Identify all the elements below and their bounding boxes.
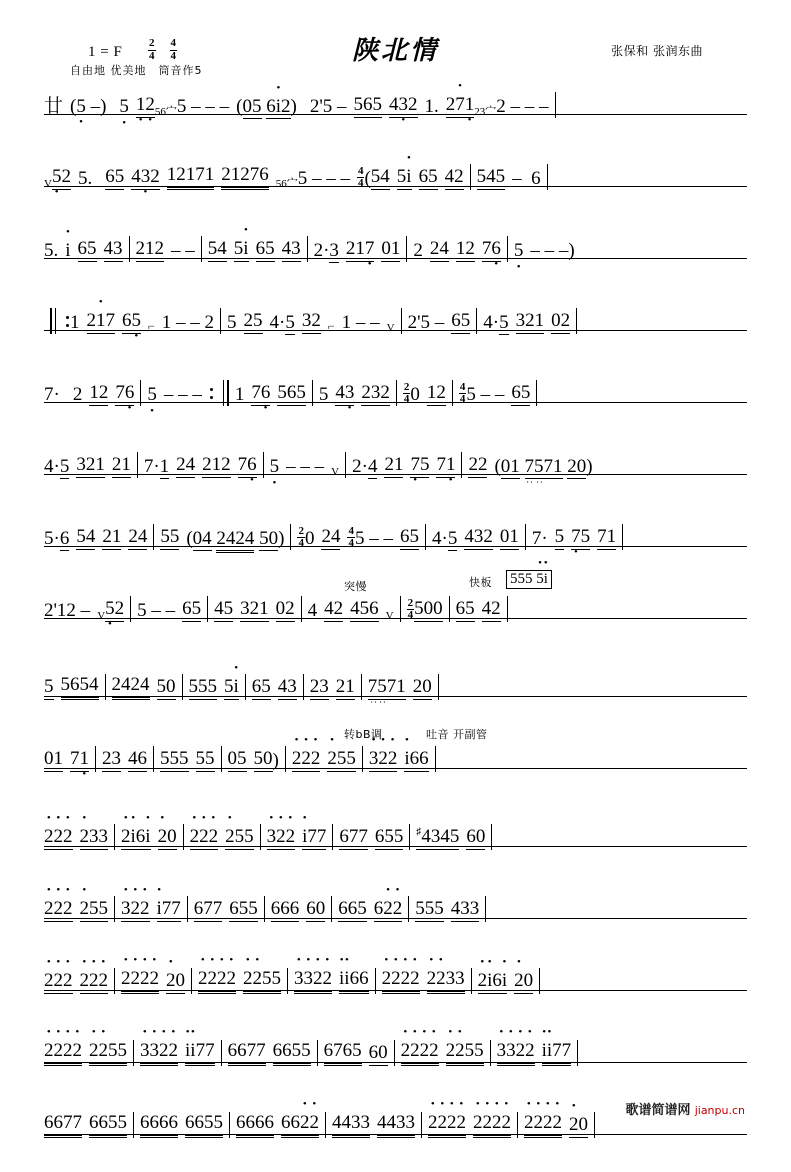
note-sequence-10: 01 71 • 23 46 555 55 05 50 ) • 2• 2• 2 • 255 • 3• 2• 2 • i66 xyxy=(44,738,747,772)
mark-sudden-slow: 突慢 xyxy=(344,580,367,593)
note-sequence-12: • 2• 2• 2 • 255 • 3• 2• 2 • i77 677 655 666 60 665 6• 2• 2 555 433 xyxy=(44,888,747,922)
repeat-end-barline xyxy=(220,380,229,406)
repeat-start-barline xyxy=(50,308,59,334)
staff-line-1 xyxy=(44,80,747,152)
note-sequence-5: 7· 2 12 76 • 5 • – – – 1 76 • 565 5 43 • 232 $\frac{2}{4}$ 0 12 $\frac{4}{4}$ 5 – – 65 xyxy=(44,372,747,406)
note-sequence-14: • 2• 2• 2• 2 • 2• 255 • 3• 3• 2• 2 • i• i77 6677 6655 6765 60 • 2• 2• 2• 2 • 2• 255 • 3• 3• 2• 2 • i• i77 xyxy=(44,1032,747,1066)
meter-4-4: $\frac{4}{4}$ xyxy=(170,37,176,62)
staff-line-6 xyxy=(44,440,747,512)
note-sequence-2: V 5 •2 5. 65 43 •2 12171 21276 56 宀 5 – – – $\frac{4}{4}$ ( 54 5• i 65 42 545 – 6 xyxy=(44,156,747,190)
mark-fast-section: 快板 xyxy=(469,576,492,589)
note-sequence-4: 1 2• 17 65 • ⌐ 1 – – 2 5 25 4·5 32 ⌐ 1 – – V 2'5 – 65 4·5 321 02 xyxy=(44,300,747,334)
staff-line-13 xyxy=(44,956,747,1028)
staff-line-8 xyxy=(44,571,747,662)
staff-line-4 xyxy=(44,296,747,368)
composer-credit: 张保和 张润东曲 xyxy=(611,44,703,58)
note-sequence-9: 5 5654 2424 50 555 5• i 65 43 23 21 7 :5 :71 20 xyxy=(44,666,747,700)
note-sequence-6: 4·5 321 21 7·1 24 212 76 • 5 • – – – V 2·4 21 7 •5 71 • 22 (01 7 :5 :71 20) xyxy=(44,444,747,478)
note-sequence-1: 廿 (5 • –) 5 • 1 •2 • 56 宀 5 – – – (05 6• i2) 2'5 – 565 43 •2 1. 2• 71 • 23 宀 2 – – – xyxy=(44,84,747,118)
staff-line-5 xyxy=(44,368,747,440)
page-title: 陕北情 xyxy=(351,36,439,66)
note-sequence-3: 5. • i 65 43 212 – – 54 5• i 65 43 2·3 217 • 01 2 24 12 76 • 5 • – – –) xyxy=(44,228,747,262)
note-sequence-15: 6677 6655 6666 6655 6666 66• 2• 2 4433 4433 • 2• 2• 2• 2 • 2• 2• 2• 2 • 2• 2• 2• 2 • 20 xyxy=(44,1104,747,1138)
staff-line-14 xyxy=(44,1028,747,1100)
note-sequence-7: 5·6 54 21 24 55 (04 2424 50) $\frac{2}{4}$ 0 24 $\frac{4}{4}$ 5 – – 65 4·5 432 01 7· 5 7 •5 71 xyxy=(44,516,747,550)
boxed-phrase: 555 • 5• i xyxy=(506,570,552,589)
staff-line-10 xyxy=(44,728,747,812)
key-signature: 1 = F xyxy=(88,44,123,60)
staff-rows xyxy=(0,80,791,1172)
note-sequence-8: 2'12 – V 5 •2 5 – – 65 45 321 02 4 42 456 V $\frac{2}{4}$ 500 65 42 xyxy=(44,588,747,622)
meter-2-4: $\frac{2}{4}$ xyxy=(149,37,155,62)
staff-line-3 xyxy=(44,224,747,296)
staff-line-11 xyxy=(44,812,747,884)
staff-line-7 xyxy=(44,512,747,584)
note-sequence-13: • 2• 2• 2 • 2• 2• 2 • 2• 2• 2• 2 • 20 • 2• 2• 2• 2 • 2• 255 • 3• 3• 2• 2 • i• i66 • 2• 2• 2• 2 • 2• 233 • 2• i6• i • 20 xyxy=(44,960,747,994)
staff-line-2 xyxy=(44,152,747,224)
mark-modulation: 转bB调 xyxy=(344,728,383,741)
staff-line-9 xyxy=(44,662,747,734)
staff-line-12 xyxy=(44,884,747,956)
tempo-direction: 自由地 优美地 筒音作5 xyxy=(70,64,203,77)
watermark-url: jianpu.cn xyxy=(694,1104,745,1117)
score-header xyxy=(0,0,791,78)
mark-tonguing: 吐音 开副管 xyxy=(426,728,488,741)
watermark-logo: 歌谱简谱网 xyxy=(625,1103,691,1118)
note-sequence-11: • 2• 2• 2 • 233 • 2• i6• i • 20 • 2• 2• 2 • 255 • 3• 2• 2 • i77 677 655 ♯4345 60 xyxy=(44,816,747,850)
site-watermark xyxy=(626,1099,745,1118)
